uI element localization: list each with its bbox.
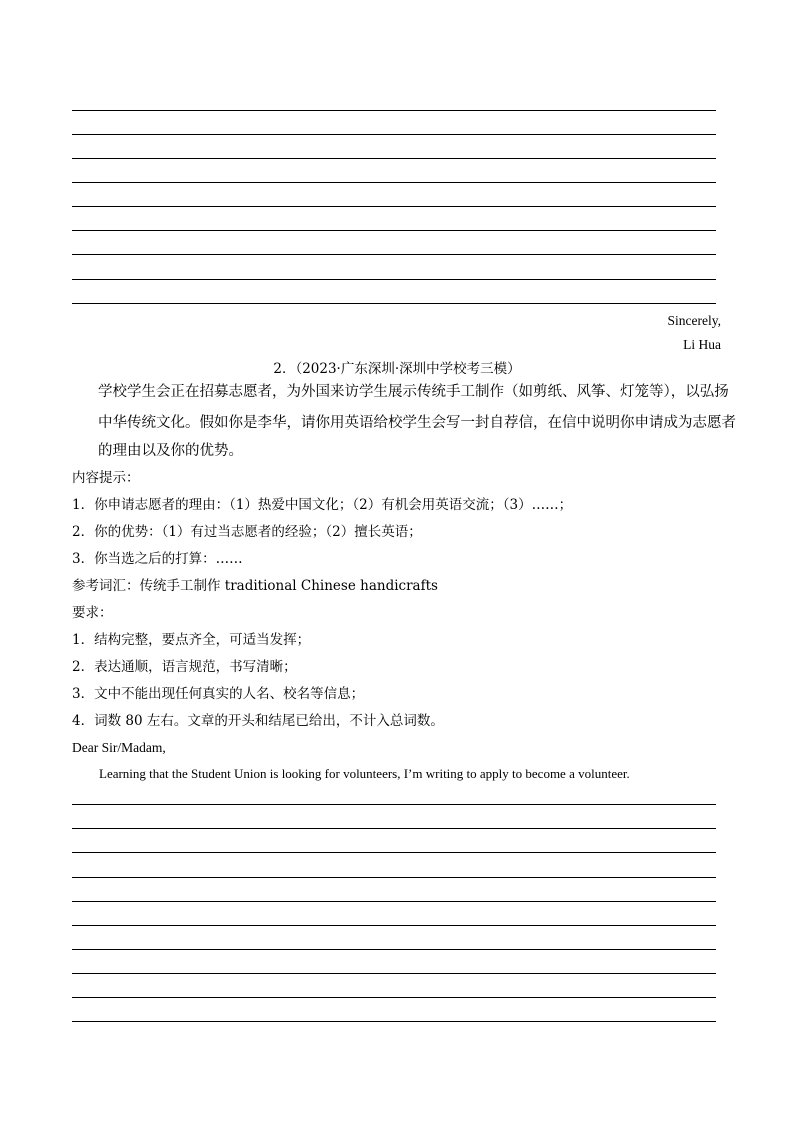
content-hint-label: 内容提示： [72,470,140,486]
closing-sincerely: Sincerely, [667,313,721,328]
closing-name: Li Hua [683,337,721,352]
answer-line [72,973,716,974]
answer-line [72,877,716,878]
answer-line [72,997,716,998]
answer-line [72,254,716,255]
answer-line [72,110,716,111]
prompt-line: 的理由以及你的优势。 [98,443,243,459]
answer-line [72,303,716,304]
requirement-item: 4．词数 80 左右。文章的开头和结尾已给出，不计入总词数。 [72,713,444,729]
prompt-line: 中华传统文化。假如你是李华，请你用英语给校学生会写一封自荐信，在信中说明你申请成为志愿者 [98,415,736,431]
requirement-item: 3．文中不能出现任何真实的人名、校名等信息； [72,686,365,702]
answer-line [72,901,716,902]
answer-line [72,804,716,805]
answer-line [72,925,716,926]
answer-line [72,1021,716,1022]
hint-item: 3．你当选之后的打算：…… [72,551,243,567]
answer-line [72,134,716,135]
answer-line [72,279,716,280]
answer-line [72,828,716,829]
opening-sentence: Learning that the Student Union is looking for volunteers, I’m writing to apply to become a volunteer. [99,766,630,781]
requirements-label: 要求： [72,605,113,621]
answer-line [72,182,716,183]
prompt-line: 学校学生会正在招募志愿者，为外国来访学生展示传统手工制作（如剪纸、风筝、灯笼等），以弘扬 [98,384,729,400]
vocabulary-hint: 参考词汇：传统手工制作 traditional Chinese handicrafts [72,578,438,594]
salutation: Dear Sir/Madam, [72,740,166,755]
answer-line [72,206,716,207]
hint-item: 1．你申请志愿者的理由：（1）热爱中国文化；（2）有机会用英语交流；（3）……； [72,497,573,513]
answer-line [72,949,716,950]
requirement-item: 2．表达通顺，语言规范，书写清晰； [72,659,297,675]
requirement-item: 1．结构完整，要点齐全，可适当发挥； [72,632,311,648]
answer-line [72,852,716,853]
answer-line [72,230,716,231]
answer-line [72,158,716,159]
question-heading: 2．（2023·广东深圳·深圳中学校考三模） [273,361,521,377]
hint-item: 2．你的优势：（1）有过当志愿者的经验；（2）擅长英语； [72,524,422,540]
